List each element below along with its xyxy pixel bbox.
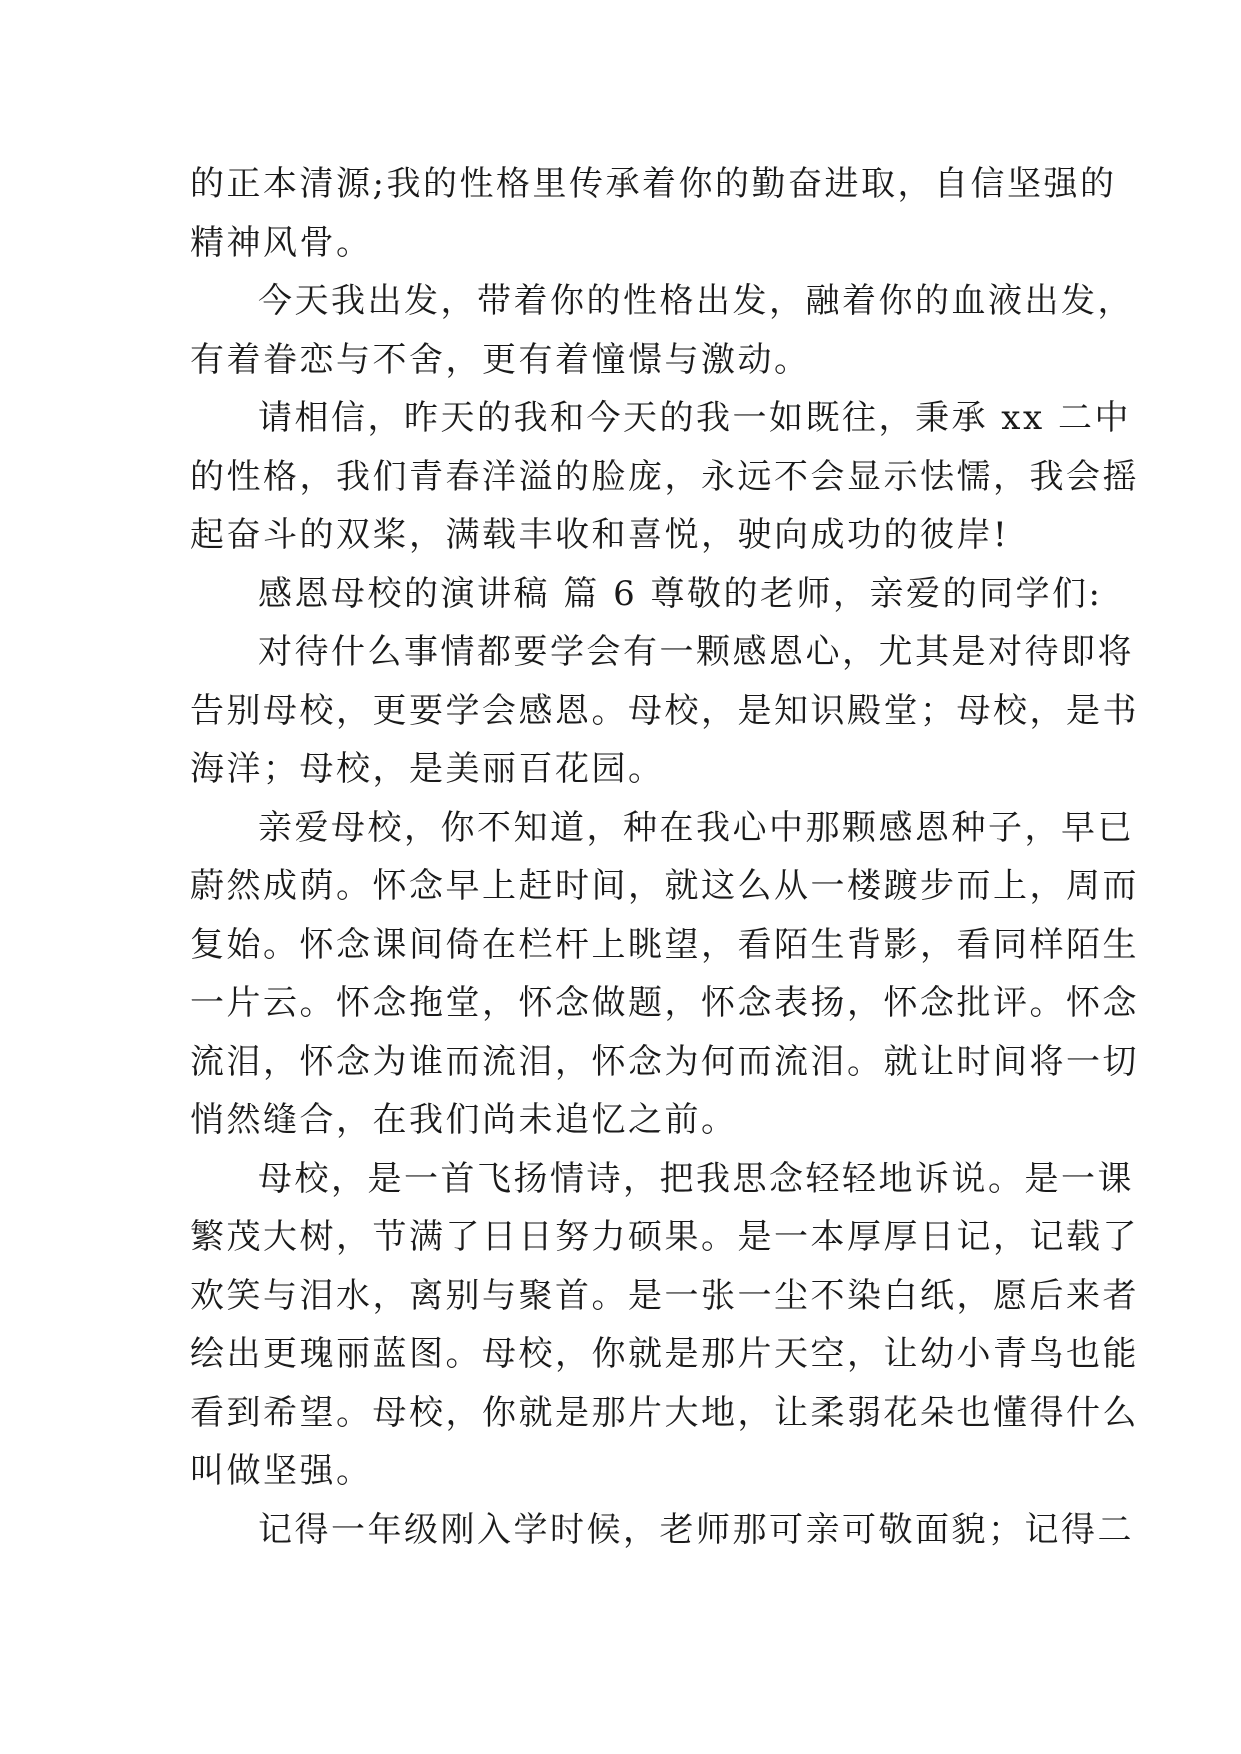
text-line: 蔚然成荫。怀念早上赶时间，就这么从一楼踱步而上，周而 — [190, 866, 1139, 906]
text-line: 看到希望。母校，你就是那片大地，让柔弱花朵也懂得什么 — [190, 1392, 1139, 1433]
text-line: 记得一年级刚入学时候，老师那可亲可敬面貌；记得二 — [258, 1509, 1134, 1550]
text-line: 一片云。怀念拖堂，怀念做题，怀念表扬，怀念批评。怀念 — [190, 983, 1139, 1023]
text-line: 有着眷恋与不舍，更有着憧憬与激动。 — [190, 339, 811, 380]
text-line: 精神风骨。 — [190, 222, 373, 263]
text-line: 海洋；母校，是美丽百花园。 — [190, 749, 665, 789]
text-line: 悄然缝合，在我们尚未追忆之前。 — [190, 1100, 738, 1140]
text-line: 请相信，昨天的我和今天的我一如既往，秉承 xx 二中 — [258, 398, 1131, 438]
text-line: 今天我出发，带着你的性格出发，融着你的血液出发， — [258, 281, 1134, 321]
text-line: 繁茂大树，节满了日日努力硕果。是一本厚厚日记，记载了 — [190, 1217, 1139, 1257]
text-line: 的性格，我们青春洋溢的脸庞，永远不会显示怯懦，我会摇 — [190, 456, 1139, 497]
text-line: 绘出更瑰丽蓝图。母校，你就是那片天空，让幼小青鸟也能 — [190, 1334, 1139, 1374]
text-line: 亲爱母校，你不知道，种在我心中那颗感恩种子，早已 — [258, 807, 1134, 848]
text-line: 流泪，怀念为谁而流泪，怀念为何而流泪。就让时间将一切 — [190, 1041, 1139, 1082]
text-line: 感恩母校的演讲稿 篇 6 尊敬的老师，亲爱的同学们: — [258, 573, 1103, 614]
text-line: 起奋斗的双桨，满载丰收和喜悦，驶向成功的彼岸! — [190, 515, 1010, 555]
text-line: 欢笑与泪水，离别与聚首。是一张一尘不染白纸，愿后来者 — [190, 1275, 1139, 1316]
text-line: 母校，是一首飞扬情诗，把我思念轻轻地诉说。是一课 — [258, 1158, 1134, 1199]
text-line: 告别母校，更要学会感恩。母校，是知识殿堂；母校，是书 — [190, 690, 1139, 731]
text-line: 叫做坚强。 — [190, 1451, 373, 1491]
text-line: 的正本清源;我的性格里传承着你的勤奋进取，自信坚强的 — [190, 164, 1117, 204]
text-line: 对待什么事情都要学会有一颗感恩心，尤其是对待即将 — [258, 632, 1134, 672]
document-body — [190, 155, 1139, 1559]
text-line: 复始。怀念课间倚在栏杆上眺望，看陌生背影，看同样陌生 — [190, 924, 1139, 965]
